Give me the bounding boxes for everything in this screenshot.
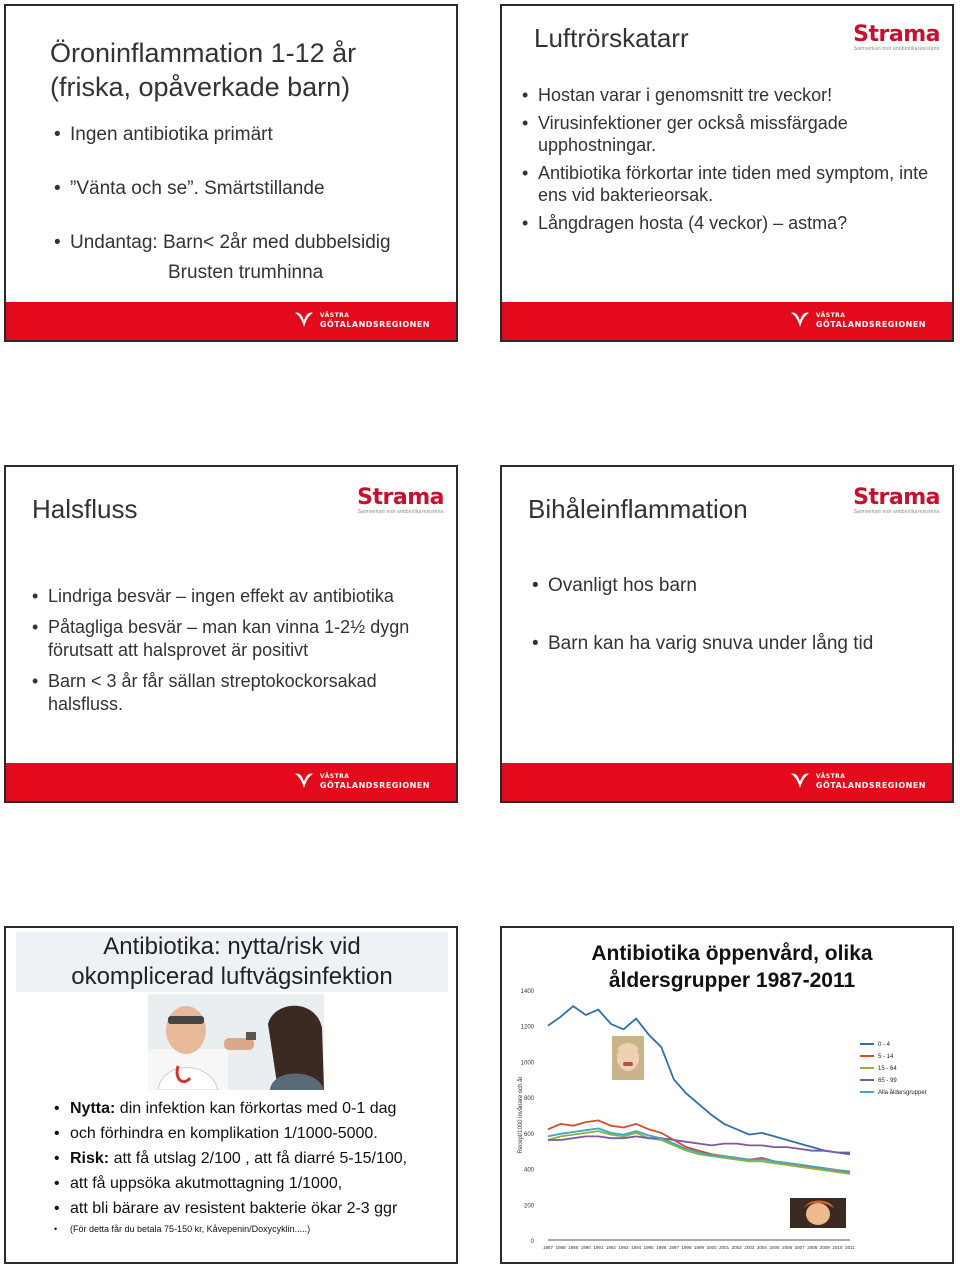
vgr-logo: VÄSTRA GÖTALANDSREGIONEN — [789, 310, 926, 330]
y-tick-label: 400 — [523, 1167, 534, 1174]
y-tick-label: 200 — [523, 1203, 534, 1210]
strama-logo: Strama Samverkan mot antibiotikaresistens — [357, 485, 444, 515]
doctor-patient-photo — [148, 994, 324, 1090]
x-tick-label: 2002 — [731, 1245, 742, 1250]
y-tick-label: 1400 — [520, 989, 534, 995]
vgr-swan-icon — [293, 310, 315, 330]
x-tick-label: 2000 — [706, 1245, 717, 1250]
y-tick-label: 1200 — [520, 1024, 534, 1031]
list-item: • att bli bärare av resistent bakterie ökar 2-3 ggr — [54, 1200, 398, 1217]
x-tick-label: 2001 — [719, 1245, 730, 1250]
x-tick-label: 2005 — [769, 1245, 780, 1250]
slide-footer — [6, 763, 456, 801]
x-tick-label: 2004 — [756, 1245, 767, 1250]
legend-label: 15 - 64 — [878, 1066, 897, 1072]
slide-footer — [502, 763, 952, 801]
legend-label: Alla åldersgrupper — [878, 1090, 927, 1096]
bullet-list — [50, 124, 450, 284]
strama-logo: Strama Samverkan mot antibiotikaresistens — [853, 22, 940, 52]
list-item: • Lindriga besvär – ingen effekt av antibiotika — [28, 585, 448, 608]
bullet-list — [28, 585, 448, 716]
vgr-logo: VÄSTRA GÖTALANDSREGIONEN — [293, 771, 430, 791]
list-item: • Undantag: Barn< 2år med dubbelsidig — [50, 232, 450, 254]
vgr-logo: VÄSTRA GÖTALANDSREGIONEN — [293, 310, 430, 330]
slide-antibiotics-chart — [500, 926, 954, 1264]
bullet-list — [528, 575, 938, 655]
list-item: • Antibiotika förkortar inte tiden med symptom, inte ens vid bakterieorsak. — [518, 162, 938, 206]
slide-tonsillitis — [4, 465, 458, 803]
x-tick-label: 2009 — [819, 1245, 830, 1250]
slide-title: Öroninflammation 1-12 år (friska, opåverkade barn) — [50, 38, 357, 102]
list-item: • Hostan varar i genomsnitt tre veckor! — [518, 84, 938, 106]
y-tick-label: 600 — [523, 1131, 534, 1138]
slide-bronchitis — [500, 4, 954, 342]
slide-benefit-risk — [4, 926, 458, 1264]
x-tick-label: 1997 — [668, 1245, 679, 1250]
x-tick-label: 1996 — [656, 1245, 667, 1250]
x-tick-label: 1999 — [693, 1245, 705, 1250]
slide-otitis — [4, 4, 458, 342]
x-tick-label: 1994 — [631, 1245, 642, 1250]
slide-title: Luftrörskatarr — [534, 23, 689, 53]
list-item: • att få uppsöka akutmottagning 1/1000, — [54, 1175, 343, 1192]
x-tick-label: 2011 — [845, 1245, 855, 1250]
strama-logo: Strama Samverkan mot antibiotikaresistens — [853, 485, 940, 515]
slide-sinusitis — [500, 465, 954, 803]
x-tick-label: 1991 — [593, 1245, 604, 1250]
x-tick-label: 2007 — [794, 1245, 805, 1250]
slide-footer — [502, 302, 952, 340]
slide-title: Halsfluss — [32, 494, 138, 524]
slide-title: Antibiotika öppenvård, olika åldersgrupper 1987-2011 — [591, 942, 873, 992]
slide-title: Bihåleinflammation — [528, 494, 748, 524]
x-tick-label: 1998 — [681, 1245, 692, 1250]
slide-footer — [6, 302, 456, 340]
x-tick-label: 1992 — [605, 1245, 616, 1250]
vgr-swan-icon — [293, 771, 315, 791]
child-photo-bottom — [790, 1198, 846, 1228]
list-item-note: • (För detta får du betala 75-150 kr, Kåvepenin/Doxycyklin.....) — [54, 1224, 311, 1234]
vgr-swan-icon — [789, 310, 811, 330]
list-item: • ”Vänta och se”. Smärtstillande — [50, 178, 450, 200]
line-chart — [512, 982, 940, 1262]
list-item-continuation: Brusten trumhinna — [168, 262, 324, 283]
benefit-risk-text — [54, 1096, 454, 1237]
list-item: • Virusinfektioner ger också missfärgade upphostningar. — [518, 112, 938, 156]
list-item: • Påtagliga besvär – man kan vinna 1-2½ dygn förutsatt att halsprovet är positivt — [28, 616, 448, 662]
list-item: • Risk: att få utslag 2/100 , att få diarré 5-15/100, — [54, 1150, 408, 1167]
list-item: • Nytta: din infektion kan förkortas med 0-1 dag — [54, 1100, 397, 1117]
x-tick-label: 2010 — [832, 1245, 843, 1250]
vgr-logo: VÄSTRA GÖTALANDSREGIONEN — [789, 771, 926, 791]
vgr-swan-icon — [789, 771, 811, 791]
list-item: • och förhindra en komplikation 1/1000-5000. — [54, 1125, 378, 1142]
legend-label: 0 - 4 — [878, 1042, 891, 1048]
x-tick-label: 1988 — [555, 1245, 566, 1250]
list-item: • Barn < 3 år får sällan streptokockorsakad halsfluss. — [28, 670, 448, 716]
list-item: • Barn kan ha varig snuva under lång tid — [528, 633, 938, 655]
legend-label: 5 - 14 — [878, 1054, 894, 1060]
list-item: • Långdragen hosta (4 veckor) – astma? — [518, 212, 938, 234]
x-tick-label: 2006 — [782, 1245, 793, 1250]
bullet-list — [518, 84, 938, 234]
x-tick-label: 1989 — [568, 1245, 579, 1250]
y-tick-label: 800 — [523, 1096, 534, 1103]
x-tick-label: 1993 — [618, 1245, 629, 1250]
slide-title: Antibiotika: nytta/risk vid okomplicerad luftvägsinfektion — [16, 932, 448, 992]
x-tick-label: 2003 — [744, 1245, 755, 1250]
list-item: • Ingen antibiotika primärt — [50, 124, 450, 146]
x-tick-label: 1995 — [643, 1245, 654, 1250]
y-tick-label: 1000 — [520, 1060, 534, 1067]
series-line — [548, 1120, 850, 1172]
list-item: • Ovanligt hos barn — [528, 575, 938, 597]
x-tick-label: 2008 — [807, 1245, 818, 1250]
y-tick-label: 0 — [530, 1239, 534, 1245]
x-tick-label: 1990 — [580, 1245, 591, 1250]
y-axis-label: Recept/1000 invånare och år — [518, 1076, 524, 1154]
child-photo-top — [612, 1036, 644, 1080]
legend-label: 65 - 99 — [878, 1078, 897, 1084]
x-tick-label: 1987 — [542, 1245, 554, 1250]
